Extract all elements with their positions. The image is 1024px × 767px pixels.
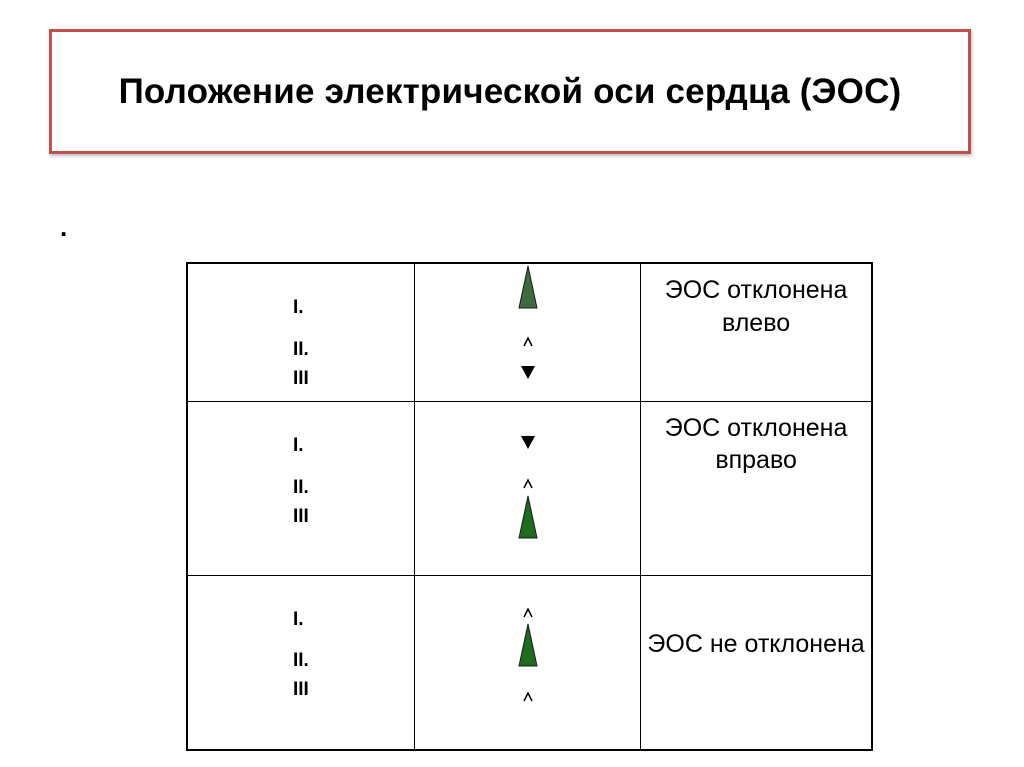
lead-label-ii: II. xyxy=(293,649,309,671)
arrows-graphic xyxy=(415,402,643,576)
up-arrow-icon xyxy=(519,496,537,538)
result-text: ЭОС отклонена вправо xyxy=(664,413,848,474)
lead-label-i: I. xyxy=(293,297,304,318)
slide-title: Положение электрической оси сердца (ЭОС) xyxy=(118,71,902,111)
axis-table xyxy=(186,262,873,751)
table-row-left xyxy=(187,263,872,401)
down-triangle-icon xyxy=(521,366,535,379)
caret-icon xyxy=(524,609,532,617)
arrows-cell xyxy=(414,575,641,750)
lead-label-iii: III xyxy=(293,678,309,700)
result-text: ЭОС не отклонена xyxy=(647,629,865,658)
result-text: ЭОС отклонена влево xyxy=(664,276,848,337)
leads-cell xyxy=(187,401,414,575)
lead-label-iii: III xyxy=(293,505,309,527)
leads-cell xyxy=(187,263,414,401)
result-cell xyxy=(641,263,872,401)
arrows-cell xyxy=(414,401,641,575)
lead-label-iii: III xyxy=(293,368,309,389)
table-row-right xyxy=(187,401,872,575)
table-row-normal xyxy=(187,575,872,750)
leads-cell xyxy=(187,575,414,750)
result-cell xyxy=(641,401,872,575)
result-cell xyxy=(641,575,872,750)
caret-icon xyxy=(524,338,532,346)
title-box xyxy=(49,29,971,154)
lead-label-i: I. xyxy=(293,608,304,630)
up-arrow-icon xyxy=(519,266,537,308)
lead-label-i: I. xyxy=(293,434,304,456)
caret-icon xyxy=(524,693,532,701)
caret-icon xyxy=(524,480,532,488)
arrows-graphic xyxy=(415,264,643,402)
arrows-cell xyxy=(414,263,641,401)
up-arrow-icon xyxy=(519,624,537,666)
bullet-dot: . xyxy=(60,212,68,242)
arrows-graphic xyxy=(415,576,643,751)
down-triangle-icon xyxy=(521,436,535,449)
lead-label-ii: II. xyxy=(293,476,309,498)
lead-label-ii: II. xyxy=(293,339,309,360)
